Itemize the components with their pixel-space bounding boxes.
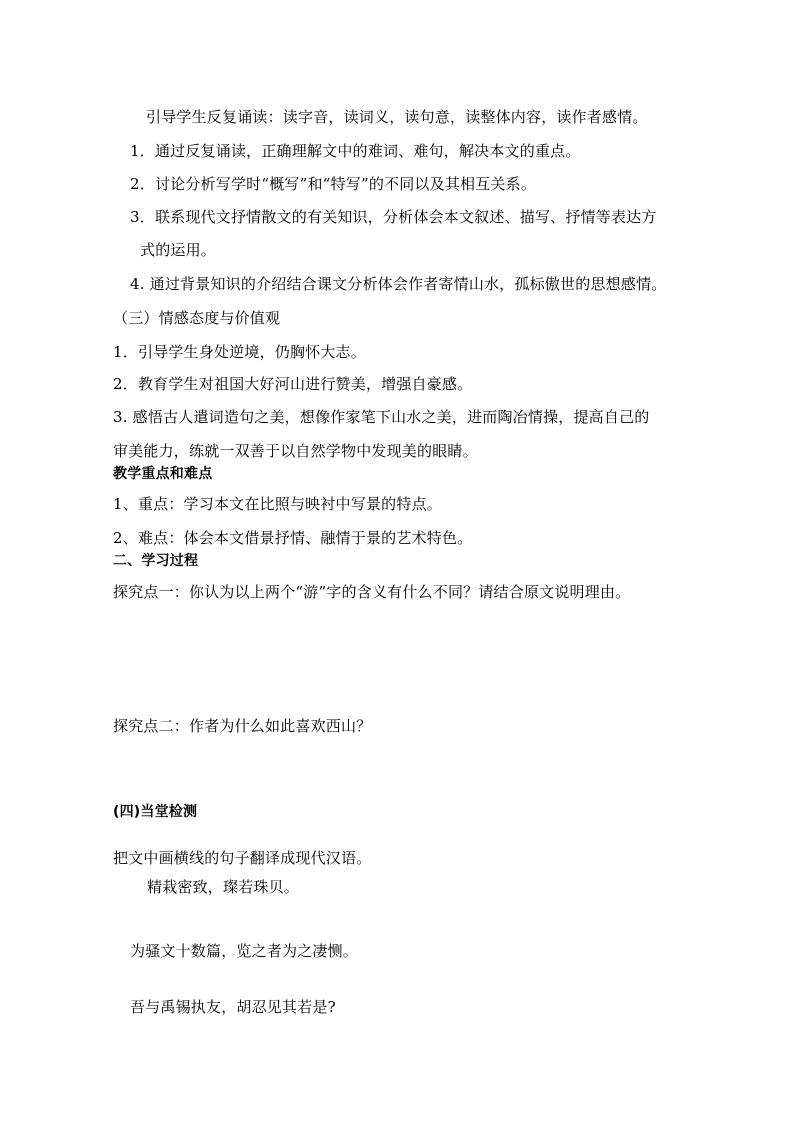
text-line-goal-4: 4. 通过背景知识的介绍结合课文分析体会作者寄情山水，孤标傲世的思想感情。 <box>130 275 667 293</box>
text-line-goal-3-cont: 式的运用。 <box>140 241 217 259</box>
text-line-sentence-3: 吾与禹锡执友，胡忍见其若是? <box>130 998 336 1016</box>
text-line-key-point: 1、重点：学习本文在比照与映衬中写景的特点。 <box>113 495 442 513</box>
text-line-emotion-3: 3. 感悟古人遣词造句之美，想像作家笔下山水之美，进而陶冶情操，提高自己的 <box>113 408 650 426</box>
text-line-emotion-1: 1．引导学生身处逆境，仍胸怀大志。 <box>113 343 366 361</box>
text-line-reading-guide: 引导学生反复诵读：读字音，读词义，读句意，读整体内容，读作者感情。 <box>146 108 648 126</box>
text-line-inquiry-2: 探究点二：作者为什么如此喜欢西山？ <box>113 717 372 735</box>
section-heading-class-test: (四)当堂检测 <box>113 804 198 820</box>
text-line-translate-instruction: 把文中画横线的句子翻译成现代汉语。 <box>113 849 372 867</box>
text-line-difficulty: 2、难点：体会本文借景抒情、融情于景的艺术特色。 <box>113 529 473 547</box>
section-heading-learning-process: 二、学习过程 <box>113 553 199 569</box>
text-line-emotion-2: 2．教育学生对祖国大好河山进行赞美，增强自豪感。 <box>113 375 473 393</box>
text-line-sentence-1: 精栽密致，璨若珠贝。 <box>147 878 300 896</box>
text-line-inquiry-1: 探究点一：你认为以上两个“游”字的含义有什么不同？请结合原文说明理由。 <box>113 583 631 601</box>
text-line-goal-1: 1．通过反复诵读，正确理解文中的难词、难句，解决本文的重点。 <box>130 142 581 160</box>
text-line-goal-2: 2．讨论分析写学时“概写”和“特写”的不同以及其相互关系。 <box>130 175 537 193</box>
section-heading-emotion-values: （三）情感态度与价值观 <box>113 309 281 327</box>
text-line-emotion-3-cont: 审美能力，练就一双善于以自然学物中发现美的眼睛。 <box>113 442 478 460</box>
text-line-goal-3: 3．联系现代文抒情散文的有关知识，分析体会本文叙述、描写、抒情等表达方 <box>130 208 657 226</box>
text-line-sentence-2: 为骚文十数篇，览之者为之凄恻。 <box>130 942 359 960</box>
section-heading-key-points: 教学重点和难点 <box>113 466 213 482</box>
